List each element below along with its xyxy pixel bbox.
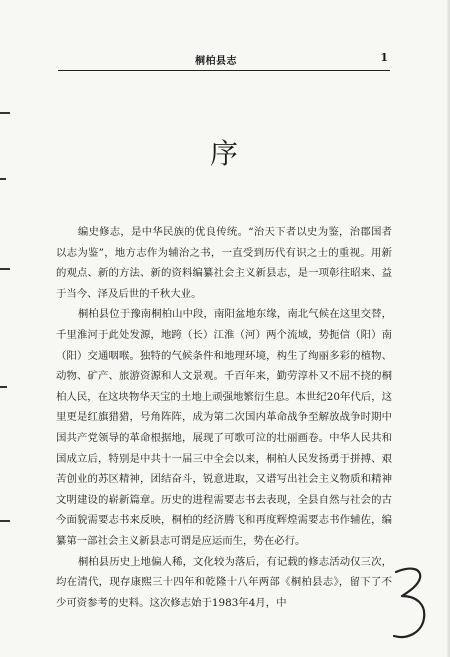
running-header [58,50,390,71]
binding-mark [0,268,10,270]
paragraph-1: 编史修志，是中华民族的优良传统。“治天下者以史为鉴，治郡国者以志为鉴”，地方志作为辅治之书，一直受到历代有识之士的重视。用新的观点、新的方法、新的资料编纂社会主义新县志，是一项彰往昭来、益于当今、泽及后世的千秋大业。 [56,226,392,300]
section-title: 序 [209,137,240,170]
handwritten-number-mark [386,562,438,646]
page-number: 1 [380,51,388,64]
paragraph-3: 桐柏县历史上地偏人稀，文化较为落后，有记载的修志活动仅三次，均在清代，现存康熙三十四年和乾隆十八年两部《桐柏县志》，留下了不少可资参考的史料。这次修志始于1983年4月，中 [56,555,392,609]
binding-mark [0,178,6,180]
binding-edge-marks [0,0,12,657]
binding-mark [0,386,7,388]
header-title: 桐柏县志 [195,56,237,67]
page-edge-shadow [446,0,450,657]
binding-mark [0,112,10,114]
paragraph-2: 桐柏县位于豫南桐柏山中段，南阳盆地东缘，南北气候在这里交替，千里淮河于此处发源，地跨（长）江淮（河）两个流域，势扼信（阳）南（阳）交通咽喉。独特的气候条件和地理环境，构生了绚丽多彩的植物、动物、矿产、旅游资源和人文景观。千百年来，勤劳淳朴又不屈不挠的桐柏人民，在这块物华天宝的土地上顽强地繁衍生息。本世纪20年代后，这里更是红旗猎猎，号角阵阵，成为第二次国内革命战争至解放战争时期中国共产党领导的革命根据地，展现了可歌可泣的壮丽画卷。中华人民共和国成立后，特别是中共十一届三中全会以来，桐柏人民发扬勇于拼搏、艰苦创业的苏区精神，团结奋斗，锐意进取，又谱写出社会主义物质和精神文明建设的崭新篇章。历史的进程需要志书去表现，全县自然与社会的古今面貌需要志书来反映，桐柏的经济腾飞和再度辉煌需要志书作辅佐，编纂第一部社会主义新县志可谓是应运而生，势在必行。 [56,308,392,547]
body-text [56,222,392,613]
binding-mark [0,520,10,522]
